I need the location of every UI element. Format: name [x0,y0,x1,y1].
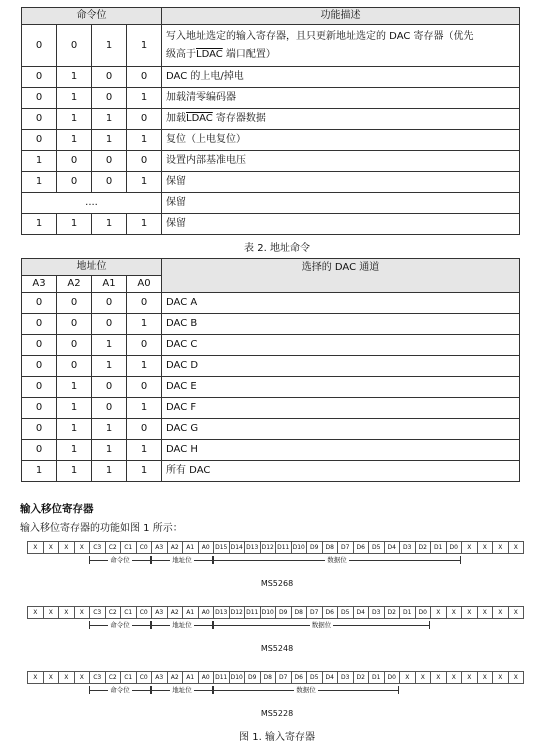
cell: 1 [57,109,92,130]
col-a2: A2 [57,276,92,293]
register-bit-cell: X [28,607,44,619]
cell: 1 [127,461,162,482]
section-title: 输入移位寄存器 [20,503,94,515]
bit-group-cmd [89,619,151,631]
register-bit-cell: D6 [291,672,307,684]
cell: 0 [127,109,162,130]
register-bit-cell: X [446,672,462,684]
register-bit-cell: D8 [260,672,276,684]
desc-line1: 写入地址选定的输入寄存器，且只更新地址选定的 DAC 寄存器（优先 [166,30,474,42]
bit-group-tick [89,621,90,629]
cell: 0 [22,398,57,419]
cell: 1 [57,398,92,419]
register-bit-cell: D12 [260,542,276,554]
cell: 0 [57,25,92,67]
cell: 1 [22,151,57,172]
register-bit-cell: D7 [338,542,354,554]
cell: 1 [57,440,92,461]
register-bit-cell: C0 [136,672,152,684]
cell: 0 [22,109,57,130]
register-bit-cell: D12 [229,607,245,619]
cell: 0 [127,293,162,314]
register-bit-cell: D5 [307,672,323,684]
cell: 0 [57,356,92,377]
bit-group-data [213,619,430,631]
bit-group-tick [213,621,214,629]
cell: 1 [57,461,92,482]
register-bit-cell: X [493,542,509,554]
register-bit-cell: X [74,672,90,684]
register-bit-cell: D2 [384,607,400,619]
register-bit-cell: D10 [229,672,245,684]
register-bit-row [27,671,524,684]
cell: 1 [92,109,127,130]
bit-group-data [213,684,399,696]
desc-cell: DAC F [162,398,520,419]
ldac-overline: LDAC [196,48,223,60]
cell: 1 [57,214,92,235]
bit-group-tick [89,686,90,694]
cell: 1 [57,67,92,88]
cell: 1 [92,130,127,151]
bit-group-tick [151,621,152,629]
col-a1: A1 [92,276,127,293]
register-bit-cell: A3 [152,542,168,554]
register-bit-cell: D1 [431,542,447,554]
register-bit-cell: D11 [214,672,230,684]
cell: 0 [22,314,57,335]
register-bit-cell: A1 [183,607,199,619]
register-bit-cell: X [400,672,416,684]
register-bit-cell: A1 [183,672,199,684]
register-bit-cell: D11 [245,607,261,619]
cell: 0 [22,25,57,67]
cell: 1 [57,88,92,109]
cell: 0 [92,151,127,172]
desc-cell: DAC E [162,377,520,398]
register-bit-cell: C0 [136,607,152,619]
section-paragraph: 输入移位寄存器的功能如图 1 所示： [20,523,183,534]
register-bit-cell: D4 [384,542,400,554]
register-bit-cell: A0 [198,672,214,684]
register-bit-cell: C1 [121,607,137,619]
cell: 0 [22,130,57,151]
cell: 0 [22,356,57,377]
desc-cell: 保留 [162,214,520,235]
address-bits-header: 地址位 [22,259,162,276]
desc-cell: DAC G [162,419,520,440]
cell: 0 [127,335,162,356]
register-bit-cell: X [74,542,90,554]
cell: 1 [92,214,127,235]
bit-group-label: 地址位 [172,621,192,629]
cell: 0 [92,172,127,193]
register-bit-cell: D11 [276,542,292,554]
register-bit-row [27,541,524,554]
register-bit-cell: D5 [338,607,354,619]
register-bit-cell: D4 [353,607,369,619]
bit-group-cmd [89,684,151,696]
register-bit-cell: D6 [322,607,338,619]
register-bit-cell: X [462,542,478,554]
cell: 0 [127,419,162,440]
register-bit-cell: D8 [291,607,307,619]
desc-cell [162,109,520,130]
bit-group-tick [398,686,399,694]
register-bit-cell: D3 [400,542,416,554]
register-bit-cell: X [493,672,509,684]
register-bit-cell: D0 [415,607,431,619]
col-a0: A0 [127,276,162,293]
chip-name: MS5228 [260,709,294,718]
register-bit-cell: A3 [152,672,168,684]
desc-line2c: 端口配置） [222,48,276,60]
desc-cell: DAC C [162,335,520,356]
cell: 1 [92,25,127,67]
register-bit-cell: X [74,607,90,619]
command-bits-header: 命令位 [22,8,162,25]
register-bit-cell: D2 [353,672,369,684]
register-bit-cell: C2 [105,607,121,619]
desc-cell: 保留 [162,193,520,214]
cell: 1 [22,461,57,482]
bit-group-label: 地址位 [172,686,192,694]
desc-cell: DAC D [162,356,520,377]
register-bit-cell: X [493,607,509,619]
cell: 0 [22,293,57,314]
cell: 1 [22,214,57,235]
register-bit-cell: D0 [446,542,462,554]
desc-cell: 保留 [162,172,520,193]
register-bit-cell: C2 [105,672,121,684]
bit-group-label: 数据位 [327,556,347,564]
register-bit-cell: A2 [167,542,183,554]
cell: 0 [57,172,92,193]
bit-group-label: 命令位 [110,686,130,694]
register-bit-cell: C1 [121,542,137,554]
register-bit-cell: X [43,542,59,554]
register-bit-cell: C1 [121,672,137,684]
register-bit-cell: X [477,672,493,684]
bit-group-tick [213,556,214,564]
register-bit-cell: X [28,672,44,684]
cell: 0 [92,88,127,109]
register-bit-cell: A1 [183,542,199,554]
cell: 0 [92,398,127,419]
cell: 1 [92,461,127,482]
cell: 0 [22,377,57,398]
bit-group-label: 数据位 [296,686,316,694]
cell: 0 [92,377,127,398]
cell: 1 [57,419,92,440]
dac-channel-header: 选择的 DAC 通道 [162,259,520,293]
register-bit-cell: X [462,672,478,684]
register-bit-cell: X [446,607,462,619]
bit-group-addr [151,684,213,696]
cell: 1 [57,130,92,151]
register-bit-cell: X [28,542,44,554]
register-bit-cell: D0 [384,672,400,684]
desc-cell: DAC A [162,293,520,314]
register-bit-cell: X [59,672,75,684]
cell: 1 [127,88,162,109]
desc-cell: DAC B [162,314,520,335]
register-bit-cell: D9 [276,607,292,619]
register-bit-cell: D9 [245,672,261,684]
register-bit-cell: D4 [322,672,338,684]
col-a3: A3 [22,276,57,293]
register-bit-cell: X [508,672,524,684]
bit-group-tick [213,686,214,694]
register-bit-cell: A2 [167,607,183,619]
register-bit-cell: X [508,607,524,619]
register-bit-cell: D10 [260,607,276,619]
cell: 0 [57,293,92,314]
cell: 1 [92,419,127,440]
bit-group-label: 命令位 [110,556,130,564]
bit-group-addr [151,619,213,631]
register-bit-cell: D1 [400,607,416,619]
cell: 1 [127,130,162,151]
register-bit-cell: X [462,607,478,619]
register-bit-cell: A2 [167,672,183,684]
chip-name: MS5248 [260,644,294,653]
cell: 0 [57,314,92,335]
cell: 0 [22,88,57,109]
cell: 1 [92,440,127,461]
register-bit-cell: X [43,607,59,619]
cell: 1 [57,377,92,398]
bit-group-data [213,554,461,566]
command-table [21,7,520,235]
register-bit-cell: D15 [214,542,230,554]
register-bit-cell: C3 [90,672,106,684]
cell: 0 [92,67,127,88]
desc-a: 加载 [166,113,186,124]
register-bit-cell: X [59,607,75,619]
cell: 1 [127,214,162,235]
cell: 1 [127,172,162,193]
bit-group-tick [429,621,430,629]
register-bit-cell: D2 [415,542,431,554]
register-bit-cell: D1 [369,672,385,684]
ldac-overline: LDAC [186,113,213,124]
cell: 0 [92,314,127,335]
register-bit-cell: C3 [90,607,106,619]
cell: 0 [127,377,162,398]
register-bit-cell: D8 [322,542,338,554]
register-bit-cell: D7 [276,672,292,684]
desc-cell: DAC H [162,440,520,461]
bit-group-label: 数据位 [311,621,332,629]
register-bit-cell: D10 [291,542,307,554]
cell: 1 [127,314,162,335]
register-bit-cell: C0 [136,542,152,554]
cell: 0 [57,151,92,172]
cell: 0 [22,440,57,461]
cell: 1 [127,440,162,461]
register-bit-cell: A3 [152,607,168,619]
desc-cell: 所有 DAC [162,461,520,482]
cell: 0 [22,67,57,88]
desc-cell: 复位（上电复位） [162,130,520,151]
register-bit-cell: D9 [307,542,323,554]
desc-cell: 加载清零编码器 [162,88,520,109]
register-bit-cell: D14 [229,542,245,554]
function-desc-header: 功能描述 [162,8,520,25]
register-bit-cell: X [43,672,59,684]
register-bit-cell: D7 [307,607,323,619]
bit-group-tick [151,556,152,564]
register-bit-cell: D13 [214,607,230,619]
register-bit-cell: X [508,542,524,554]
bit-group-label: 命令位 [110,621,130,629]
address-table [21,258,520,482]
register-bit-cell: X [431,672,447,684]
bit-group-tick [151,686,152,694]
ellipsis-cell: .... [22,193,162,214]
register-bit-cell: C3 [90,542,106,554]
chip-name: MS5268 [260,579,294,588]
register-bit-cell: D3 [369,607,385,619]
desc-cell [162,25,520,67]
register-bit-cell: A0 [198,542,214,554]
cell: 1 [127,25,162,67]
bit-group-tick [89,556,90,564]
desc-cell: 设置内部基准电压 [162,151,520,172]
register-bit-cell: X [477,607,493,619]
bit-group-label: 地址位 [172,556,192,564]
cell: 0 [22,419,57,440]
cell: 1 [127,356,162,377]
register-bit-cell: D3 [338,672,354,684]
cell: 0 [127,67,162,88]
bit-group-addr [151,554,213,566]
register-bit-cell: X [477,542,493,554]
desc-cell: DAC 的上电/掉电 [162,67,520,88]
cell: 0 [22,335,57,356]
cell: 1 [92,335,127,356]
cell: 1 [92,356,127,377]
bit-group-tick [460,556,461,564]
table2-caption: 表 2. 地址命令 [244,243,310,254]
register-bit-cell: X [431,607,447,619]
desc-line2a: 级高于 [166,48,196,60]
register-bit-cell: D5 [369,542,385,554]
register-bit-cell: X [415,672,431,684]
cell: 1 [22,172,57,193]
register-bit-cell: C2 [105,542,121,554]
register-bit-row [27,606,524,619]
register-bit-cell: X [59,542,75,554]
cell: 1 [127,398,162,419]
register-bit-cell: D6 [353,542,369,554]
cell: 0 [92,293,127,314]
cell: 0 [127,151,162,172]
register-bit-cell: A0 [198,607,214,619]
cell: 0 [57,335,92,356]
figure-caption: 图 1. 输入寄存器 [239,732,315,743]
bit-group-cmd [89,554,151,566]
desc-c: 寄存器数据 [212,113,266,124]
register-bit-cell: D13 [245,542,261,554]
